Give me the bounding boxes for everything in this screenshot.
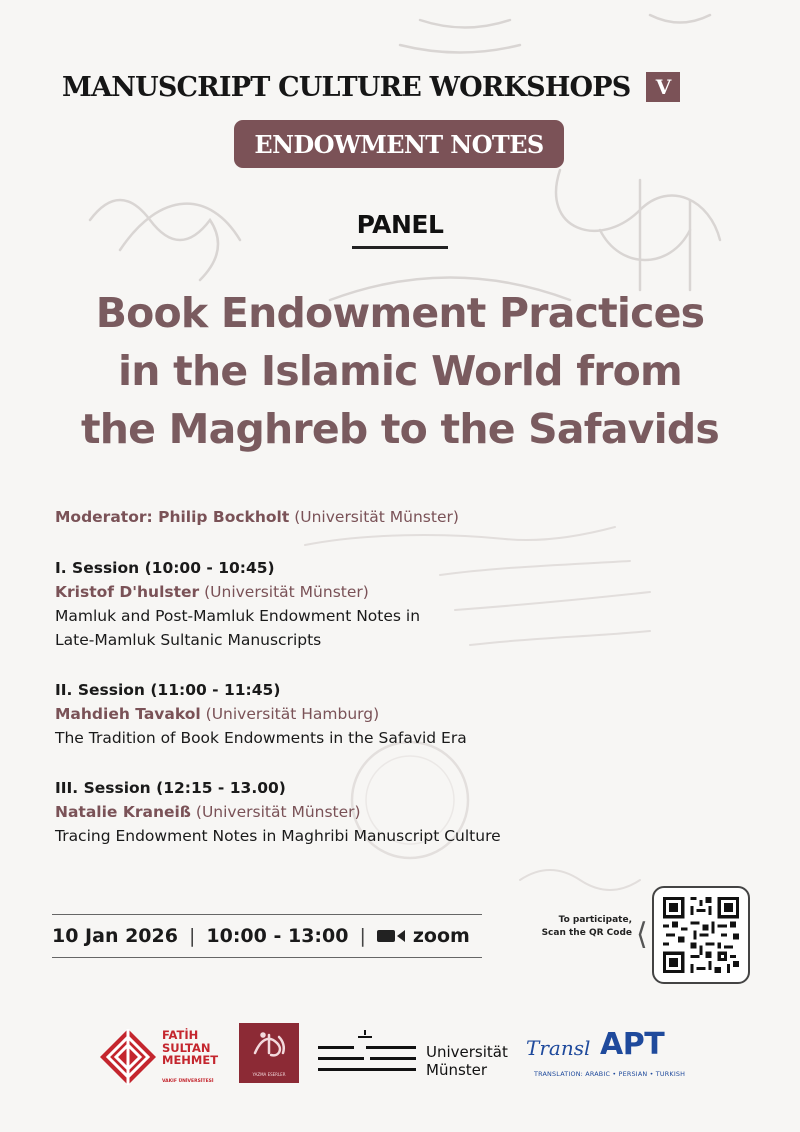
participate-hint-line: Scan the QR Code [541, 928, 632, 938]
fsm-subtitle: VAKIF ÜNİVERSİTESİ [162, 1079, 214, 1084]
universitat-munster-logo [318, 1030, 508, 1085]
munster-emblem-icon [318, 1030, 418, 1085]
workshop-series-header [62, 62, 742, 112]
talk-title-line: Mamluk and Post-Mamluk Endowment Notes in [55, 607, 421, 625]
info-separator: | [359, 925, 366, 947]
fsm-wordmark-line: MEHMET [162, 1053, 219, 1067]
info-separator: | [188, 925, 196, 947]
video-camera-icon [377, 929, 405, 943]
speaker-name: Natalie Kraneiß [55, 803, 191, 821]
panel-title-line: the Maghreb to the Safavids [80, 405, 720, 453]
speaker-affiliation: (Universität Hamburg) [200, 705, 380, 723]
panel-title [30, 284, 770, 458]
munster-wordmark-line: Münster [426, 1061, 488, 1079]
fsm-wordmark-line: FATİH [162, 1028, 199, 1042]
fatih-sultan-mehmet-logo [98, 1027, 223, 1093]
participate-hint [510, 914, 632, 940]
munster-wordmark [426, 1043, 508, 1079]
participate-hint-line: To participate, [558, 915, 632, 925]
session-block [55, 556, 420, 652]
event-info-bar [52, 914, 482, 958]
session-block [55, 678, 467, 750]
session-speaker [55, 580, 420, 604]
event-time: 10:00 - 13:00 [206, 925, 349, 947]
panel-title-line: Book Endowment Practices [95, 289, 705, 337]
chevron-left-icon: ⟨ [636, 917, 648, 952]
partner-logos [0, 1020, 800, 1100]
qr-code[interactable] [652, 886, 750, 984]
yazma-eserler-logo [239, 1023, 299, 1083]
speaker-name: Kristof D'hulster [55, 583, 200, 601]
meeting-platform: zoom [412, 925, 470, 947]
series-number-badge: V [646, 72, 680, 102]
munster-wordmark-line: Universität [426, 1043, 508, 1061]
event-date: 10 Jan 2026 [52, 925, 178, 947]
session-block [55, 776, 501, 848]
translapt-script: Transl [526, 1036, 591, 1060]
qr-code-icon [663, 897, 739, 973]
event-type-underline [352, 246, 448, 249]
calligraphy-emblem-icon [239, 1023, 299, 1067]
moderator-affiliation: (Universität Münster) [289, 508, 459, 526]
session-heading: III. Session (12:15 - 13.00) [55, 779, 286, 797]
speaker-name: Mahdieh Tavakol [55, 705, 201, 723]
event-type-label: PANEL [356, 210, 444, 239]
translapt-tagline: TRANSLATION: ARABIC • PERSIAN • TURKISH [534, 1070, 686, 1078]
fsm-wordmark [162, 1029, 218, 1067]
translapt-wordmark: APT [600, 1027, 665, 1062]
moderator-name: Moderator: Philip Bockholt [55, 508, 290, 526]
speaker-affiliation: (Universität Münster) [199, 583, 369, 601]
talk-title-line: Late-Mamluk Sultanic Manuscripts [55, 631, 322, 649]
talk-title-line: Tracing Endowment Notes in Maghribi Manuscript Culture [55, 827, 501, 845]
series-title: MANUSCRIPT CULTURE WORKSHOPS [62, 71, 631, 103]
moderator-line [55, 508, 459, 526]
fsm-wordmark-line: SULTAN [162, 1040, 211, 1055]
session-heading: I. Session (10:00 - 10:45) [55, 559, 275, 577]
session-speaker [55, 702, 467, 726]
speaker-affiliation: (Universität Münster) [190, 803, 361, 821]
panel-title-line: in the Islamic World from [118, 347, 682, 395]
talk-title-line: The Tradition of Book Endowments in the Safavid Era [55, 729, 467, 747]
session-heading: II. Session (11:00 - 11:45) [55, 681, 281, 699]
yazma-caption: YAZMA ESERLER [252, 1072, 286, 1077]
fsm-emblem-icon [98, 1027, 158, 1087]
translapt-logo [520, 1027, 700, 1080]
session-speaker [55, 800, 501, 824]
series-subtitle-badge: ENDOWMENT NOTES [234, 120, 564, 168]
